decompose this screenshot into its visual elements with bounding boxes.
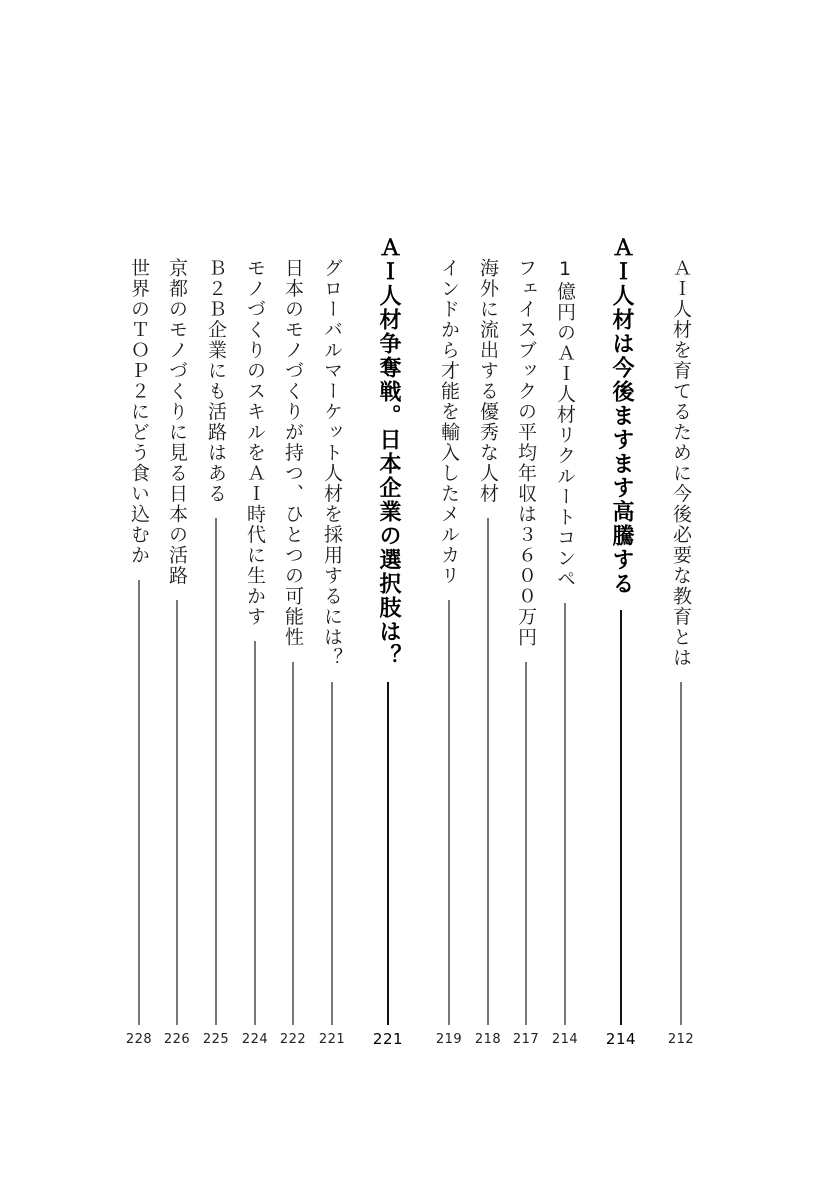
toc-entry[interactable] xyxy=(661,0,701,1200)
leader-line xyxy=(525,662,527,1026)
toc-entry[interactable] xyxy=(273,0,313,1200)
toc-entry-page: 217 xyxy=(512,1032,540,1047)
leader-line xyxy=(331,682,333,1025)
leader-line xyxy=(138,580,140,1026)
toc-entry[interactable] xyxy=(235,0,275,1200)
toc-entry-page: 219 xyxy=(435,1032,463,1047)
toc-entry-title: 世界のＴＯＰ２にどう食い込むか xyxy=(128,258,150,566)
toc-entry[interactable] xyxy=(196,0,236,1200)
leader-line xyxy=(487,518,489,1025)
toc-entry-title: インドから才能を輸入したメルカリ xyxy=(438,258,460,586)
toc-chapter-heading[interactable] xyxy=(368,0,408,1200)
toc-entry[interactable] xyxy=(157,0,197,1200)
toc-entry-title: 日本のモノづくりが持つ、ひとつの可能性 xyxy=(282,258,304,648)
toc-entry[interactable] xyxy=(429,0,469,1200)
toc-entry-title: グローバルマーケット人材を採用するには？ xyxy=(321,258,343,668)
toc-entry[interactable] xyxy=(506,0,546,1200)
toc-entry-page: 221 xyxy=(318,1032,346,1047)
toc-entry-page: 214 xyxy=(605,1030,637,1048)
toc-chapter-heading[interactable] xyxy=(601,0,641,1200)
toc-entry-page: 212 xyxy=(667,1032,695,1047)
toc-entry-title: 1億円のＡＩ人材リクルートコンペ xyxy=(554,258,576,589)
toc-entry-title: 海外に流出する優秀な人材 xyxy=(477,258,499,504)
toc-entry-page: 226 xyxy=(163,1032,191,1047)
toc-entry-title: ＡＩ人材は今後ますます高騰する xyxy=(609,236,634,596)
toc-entry-title: ＡＩ人材を育てるために今後必要な教育とは xyxy=(670,258,692,668)
toc-entry[interactable] xyxy=(312,0,352,1200)
toc-entry-page: 224 xyxy=(241,1032,269,1047)
toc-entry[interactable] xyxy=(468,0,508,1200)
toc-entry[interactable] xyxy=(119,0,159,1200)
toc-entry-page: 221 xyxy=(372,1030,404,1048)
toc-entry-title: 京都のモノづくりに見る日本の活路 xyxy=(166,258,188,586)
toc-entry-title: モノづくりのスキルをＡＩ時代に生かす xyxy=(244,258,266,627)
toc-entry-title: Ｂ２Ｂ企業にも活路はある xyxy=(205,258,227,504)
toc-entry-page: 218 xyxy=(474,1032,502,1047)
leader-line xyxy=(564,603,566,1025)
leader-line xyxy=(176,600,178,1025)
toc-entry-title: フェイスブックの平均年収は３６００万円 xyxy=(515,258,537,648)
toc-entry-page: 222 xyxy=(279,1032,307,1047)
toc-entry-page: 214 xyxy=(551,1032,579,1047)
leader-line xyxy=(292,662,294,1026)
toc-entry[interactable] xyxy=(545,0,585,1200)
leader-line xyxy=(254,641,256,1025)
leader-line xyxy=(387,682,389,1025)
toc-entry-page: 225 xyxy=(202,1032,230,1047)
leader-line xyxy=(680,682,682,1025)
toc-entry-page: 228 xyxy=(125,1032,153,1047)
leader-line xyxy=(215,518,217,1025)
toc-entry-title: ＡＩ人材争奪戦。日本企業の選択肢は？ xyxy=(376,236,401,668)
leader-line xyxy=(448,600,450,1025)
leader-line xyxy=(620,610,622,1025)
